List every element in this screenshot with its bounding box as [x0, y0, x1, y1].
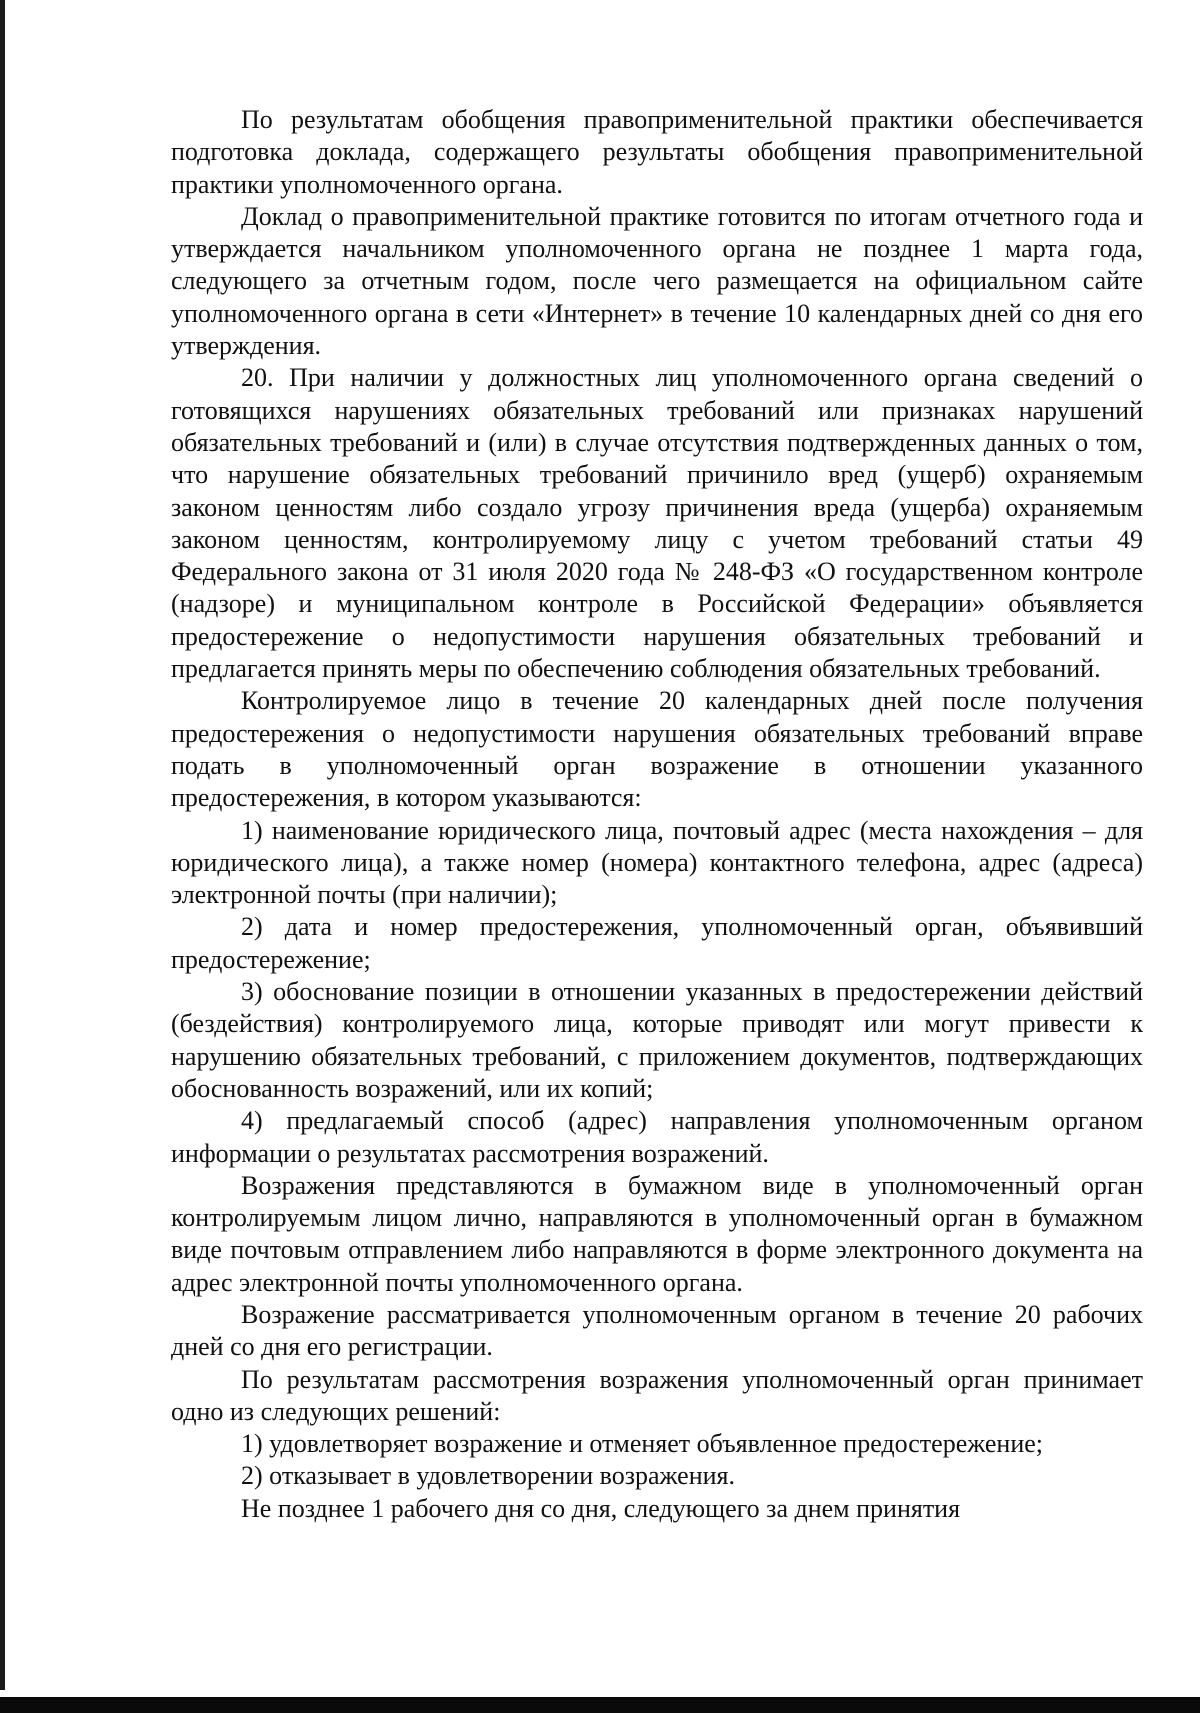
- paragraph-objection-right: Контролируемое лицо в течение 20 календарных дней после получения предостережения о недопустимости нарушения обязательных требований вправе подать в уполномоченный орган возражение в отношении указанного предостережения, в котором указываются:: [171, 686, 1143, 813]
- scan-left-edge: [0, 0, 5, 1690]
- paragraph-review-period: Возражение рассматривается уполномоченным органом в течение 20 рабочих дней со дня его регистрации.: [171, 1299, 1143, 1362]
- decision-item-1-satisfy: 1) удовлетворяет возражение и отменяет объявленное предостережение;: [241, 1429, 1044, 1459]
- scan-bottom-edge: [0, 1697, 1200, 1713]
- list-item-3-justification: 3) обоснование позиции в отношении указанных в предостережении действий (бездействия) контролируемого лица, которые приводят или могут привести к нарушению обязательных требований, с приложением документов, подтверждающих обоснованность возражений, или их копий;: [171, 977, 1143, 1103]
- document-text: [171, 104, 1143, 1525]
- list-item-4-delivery-method: 4) предлагаемый способ (адрес) направления уполномоченным органом информации о результатах рассмотрения возражений.: [171, 1106, 1143, 1168]
- paragraph-objection-submission: Возражения представляются в бумажном виде в уполномоченный орган контролируемым лицом лично, направляются в уполномоченный орган в бумажном виде почтовым отправлением либо направляются в форме электронного документа на адрес электронной почты уполномоченного органа.: [171, 1170, 1143, 1297]
- paragraph-item-20-warning: 20. При наличии у должностных лиц уполномоченного органа сведений о готовящихся нарушениях обязательных требований или признаках нарушений обязательных требований и (или) в случае отсутствия подтвержденных данных о том, что нарушение обязательных требований причинило вред (ущерб) охраняемым законом ценностям либо создало угрозу причинения вреда (ущерба) охраняемым законом ценностям, контролируемому лицу с учетом требований статьи 49 Федерального закона от 31 июля 2020 года № 248-ФЗ «О государственном контроле (надзоре) и муниципальном контроле в Российской Федерации» объявляется предостережение о недопустимости нарушения обязательных требований и предлагается принять меры по обеспечению соблюдения обязательных требований.: [171, 363, 1143, 684]
- paragraph-notification-deadline: Не позднее 1 рабочего дня со дня, следующего за днем принятия: [241, 1493, 961, 1523]
- list-item-1-name-address: 1) наименование юридического лица, почтовый адрес (места нахождения – для юридического лица), а также номер (номера) контактного телефона, адрес (адреса) электронной почты (при наличии);: [171, 815, 1143, 910]
- list-item-2-date-number: 2) дата и номер предостережения, уполномоченный орган, объявивший предостережение;: [171, 912, 1143, 974]
- paragraph-report-approval: Доклад о правоприменительной практике готовится по итогам отчетного года и утверждается начальником уполномоченного органа не позднее 1 марта года, следующего за отчетным годом, после чего размещается на официальном сайте уполномоченного органа в сети «Интернет» в течение 10 календарных дней со дня его утверждения.: [171, 201, 1143, 361]
- paragraph-decision-options: По результатам рассмотрения возражения уполномоченный орган принимает одно из следующих решений:: [171, 1364, 1143, 1426]
- decision-item-2-refuse: 2) отказывает в удовлетворении возражения.: [241, 1461, 735, 1491]
- paragraph-generalization-report: По результатам обобщения правоприменительной практики обеспечивается подготовка доклада, содержащего результаты обобщения правоприменительной практики уполномоченного органа.: [171, 105, 1143, 199]
